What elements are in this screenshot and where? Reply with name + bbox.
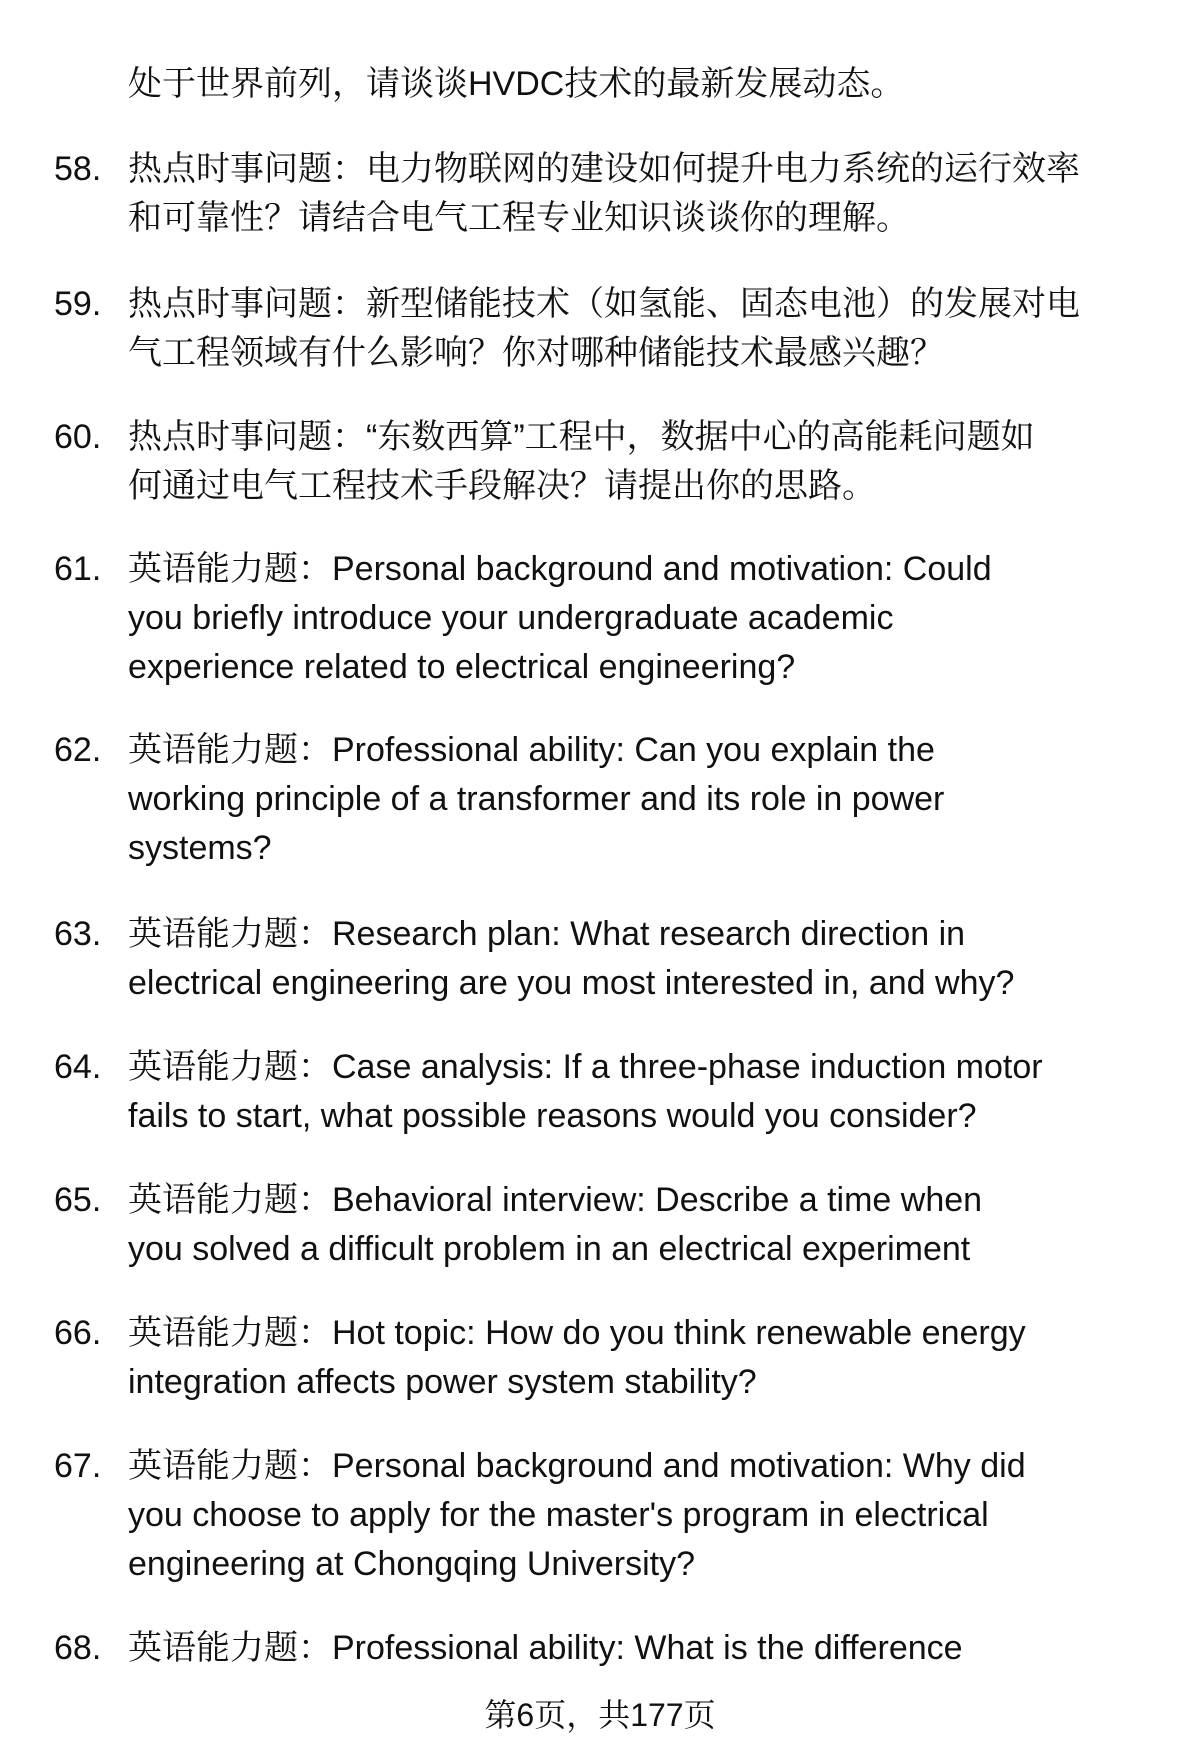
text-line: you solved a difficult problem in an electrical experiment xyxy=(128,1230,971,1268)
text-line: experience related to electrical engineering? xyxy=(128,648,796,686)
question-text xyxy=(128,413,1188,511)
question-text xyxy=(128,1176,1188,1274)
page-footer: 第6页，共177页 xyxy=(484,1697,716,1733)
text-line: engineering at Chongqing University? xyxy=(128,1545,696,1583)
text-line: 气工程领域有什么影响？你对哪种储能技术最感兴趣？ xyxy=(128,334,944,372)
text-line: integration affects power system stability? xyxy=(128,1363,757,1401)
question-number: 60. xyxy=(54,418,102,456)
text-line: 英语能力题：Case analysis: If a three-phase induction motor xyxy=(128,1048,1043,1086)
question-number: 59. xyxy=(54,285,102,323)
text-line: 英语能力题：Professional ability: Can you explain the xyxy=(128,731,935,769)
text-line: 英语能力题：Hot topic: How do you think renewable energy xyxy=(128,1314,1026,1352)
question-text xyxy=(128,145,1188,243)
question-number: 58. xyxy=(54,150,102,188)
text-line: 热点时事问题：电力物联网的建设如何提升电力系统的运行效率 xyxy=(128,150,1080,188)
question-text xyxy=(128,1309,1188,1407)
question-text xyxy=(128,1043,1188,1141)
text-line: 英语能力题：Personal background and motivation: Why did xyxy=(128,1447,1026,1485)
text-line: 英语能力题：Professional ability: What is the difference xyxy=(128,1629,963,1667)
text-line: 和可靠性？请结合电气工程专业知识谈谈你的理解。 xyxy=(128,199,910,237)
question-number: 61. xyxy=(54,550,102,588)
text-line: you briefly introduce your undergraduate academic xyxy=(128,599,894,637)
question-text xyxy=(128,726,1188,873)
question-number: 62. xyxy=(54,731,102,769)
question-number: 67. xyxy=(54,1447,102,1485)
text-line: 何通过电气工程技术手段解决？请提出你的思路。 xyxy=(128,467,876,505)
question-text xyxy=(128,545,1188,692)
question-text xyxy=(128,280,1188,378)
question-text xyxy=(128,910,1188,1008)
question-text xyxy=(128,1624,1188,1673)
text-line: 热点时事问题：“东数西算”工程中，数据中心的高能耗问题如 xyxy=(128,418,1035,456)
text-line: working principle of a transformer and its role in power xyxy=(128,780,945,818)
text-line: systems? xyxy=(128,829,272,867)
question-number: 65. xyxy=(54,1181,102,1219)
text-line: fails to start, what possible reasons would you consider? xyxy=(128,1097,977,1135)
question-number: 66. xyxy=(54,1314,102,1352)
text-line: 英语能力题：Behavioral interview: Describe a time when xyxy=(128,1181,983,1219)
text-line: electrical engineering are you most interested in, and why? xyxy=(128,964,1015,1002)
text-line: 热点时事问题：新型储能技术（如氢能、固态电池）的发展对电 xyxy=(128,285,1080,323)
text-line: 处于世界前列，请谈谈HVDC技术的最新发展动态。 xyxy=(128,65,905,103)
question-number: 68. xyxy=(54,1629,102,1667)
text-line: 英语能力题：Research plan: What research direction in xyxy=(128,915,966,953)
text-line: 英语能力题：Personal background and motivation: Could xyxy=(128,550,992,588)
question-number: 64. xyxy=(54,1048,102,1086)
question-text xyxy=(128,1442,1188,1589)
text-line: you choose to apply for the master's program in electrical xyxy=(128,1496,989,1534)
question-number: 63. xyxy=(54,915,102,953)
